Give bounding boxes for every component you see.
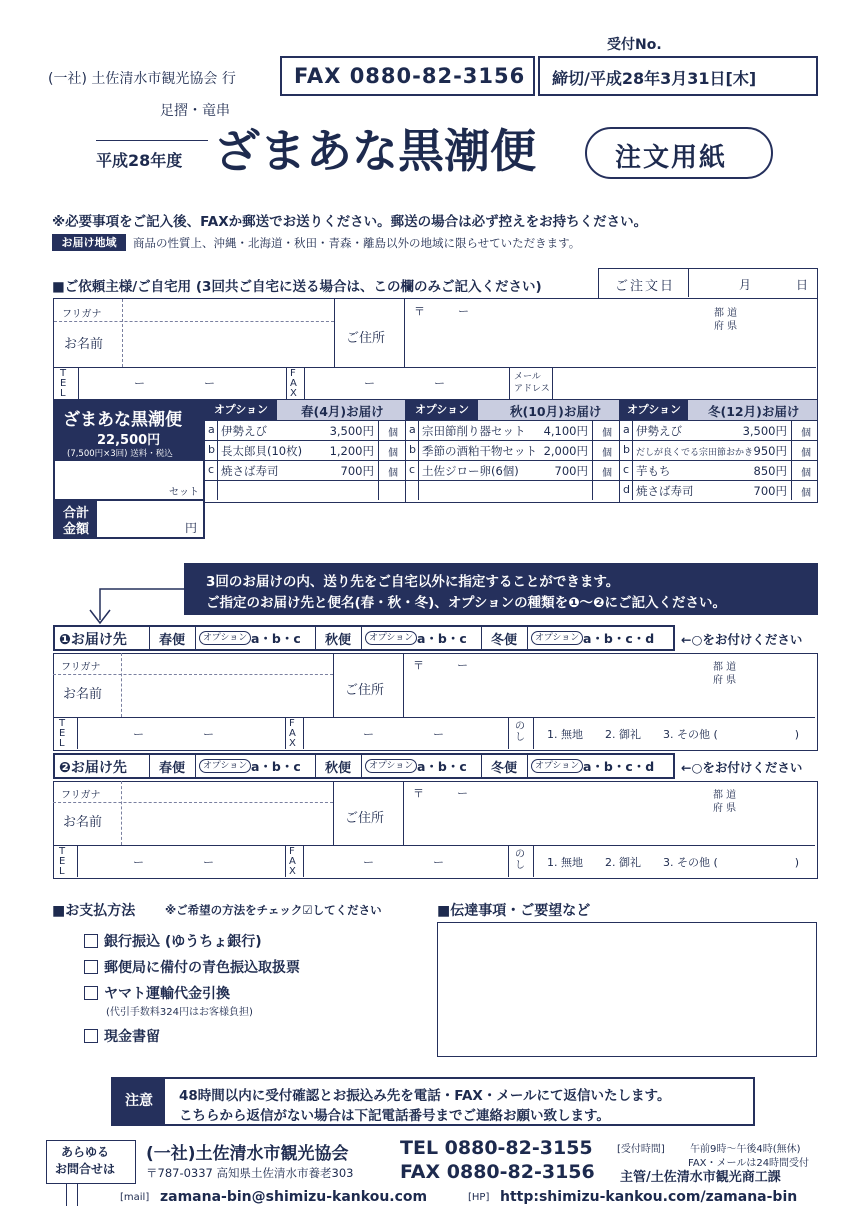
item-key: a: [623, 423, 630, 436]
item-unit: 個: [801, 428, 811, 439]
deadline-box: [538, 56, 818, 96]
season-autumn: [406, 400, 619, 502]
footer-hp-link[interactable]: http:shimizu-kankou.com/zamana-bin: [500, 1189, 798, 1205]
row-divider: [406, 440, 619, 441]
postal-mark: 〒 ー: [414, 305, 469, 318]
fax-dash-2: ー: [434, 377, 445, 390]
delivery-banner: [184, 563, 818, 615]
item-price: 3,500円: [742, 424, 787, 438]
item-price: 4,100円: [543, 424, 588, 438]
row-divider: [217, 420, 218, 440]
total-yen: 円: [184, 521, 197, 535]
autumn-option-tag: オプション: [406, 400, 478, 420]
item-unit: 個: [801, 468, 811, 479]
row-divider: [205, 480, 405, 481]
dest-divider: [361, 625, 362, 650]
item-key: c: [409, 463, 416, 476]
item-unit: 個: [388, 468, 398, 479]
item-key: d: [623, 483, 630, 496]
dest-divider: [527, 625, 528, 650]
row-divider: [632, 440, 633, 460]
divider: [285, 717, 286, 749]
tel-label: T E L: [59, 846, 66, 877]
divider: [403, 653, 404, 717]
row-divider: [632, 460, 633, 480]
row-divider: [406, 480, 619, 481]
order-month: 月: [739, 278, 752, 292]
divider: [77, 845, 78, 877]
dest-body: [53, 653, 818, 751]
dest-label: ❷お届け先: [59, 760, 127, 776]
address-label: ご住所: [345, 811, 385, 826]
fax-dash: ー: [433, 728, 444, 741]
name-input[interactable]: [123, 803, 331, 843]
season-spring-label: 春便: [159, 761, 186, 776]
furigana-label: フリガナ: [62, 309, 102, 320]
inquiry-leg: [66, 1184, 78, 1206]
noshi-options[interactable]: 1. 無地 2. 御礼 3. その他 ( ): [547, 728, 800, 741]
brand-logo: ざまあな黒潮便: [214, 124, 536, 178]
dest-divider: [481, 753, 482, 778]
message-title: ■伝達事項・ご要望など: [437, 903, 591, 919]
row-divider: [205, 420, 405, 421]
fax-dash: ー: [363, 856, 374, 869]
row-divider: [620, 460, 817, 461]
dest-divider: [195, 625, 196, 650]
item-key: a: [208, 423, 215, 436]
fax-box: [280, 56, 535, 96]
divider: [77, 717, 78, 749]
down-arrow-icon: [78, 588, 188, 628]
caution-tag: 注意: [113, 1079, 165, 1124]
total-label-1: 合計: [63, 506, 90, 521]
form-title: 注文用紙: [615, 143, 728, 173]
noshi-label: のし: [515, 721, 525, 743]
total-box[interactable]: [55, 501, 203, 537]
option-pill: オプション: [531, 631, 583, 645]
option-pill: オプション: [531, 759, 583, 773]
tel-dash: ー: [203, 856, 214, 869]
subtitle-small: 足摺・竜串: [160, 103, 230, 119]
fax-dash: ー: [433, 856, 444, 869]
caution-box: [111, 1077, 755, 1126]
tel-dash: ー: [133, 856, 144, 869]
dest-divider: [195, 753, 196, 778]
fax-label: F A X: [289, 718, 296, 749]
area-text: 商品の性質上、沖縄・北海道・秋田・青森・離島以外の地域に限らせていただきます。: [133, 236, 581, 250]
item-price: 700円: [753, 484, 787, 498]
item-price: 700円: [340, 464, 374, 478]
postal-mark: 〒 ー: [413, 787, 468, 800]
address-label: ご住所: [346, 331, 386, 346]
item-name: 伊勢えび: [221, 424, 267, 438]
payment-option-cash[interactable]: [84, 1026, 160, 1046]
row-divider: [205, 440, 405, 441]
name-label: お名前: [63, 815, 103, 830]
dest-divider: [527, 753, 528, 778]
receipt-no-label: 受付No.: [607, 37, 662, 53]
row-divider: [418, 440, 419, 460]
divider: [53, 717, 815, 718]
noshi-options[interactable]: 1. 無地 2. 御礼 3. その他 ( ): [547, 856, 800, 869]
requester-section-title: ■ご依頼主様/ご自宅用 (3回共ご自宅に送る場合は、この欄のみご記入ください): [52, 279, 542, 295]
item-key: c: [623, 463, 630, 476]
option-pill: オプション: [365, 631, 417, 645]
option-choices[interactable]: a・b・c: [417, 759, 467, 774]
fiscal-year: 平成28年度: [96, 151, 183, 170]
season-autumn-label: 秋便: [325, 761, 352, 776]
row-divider: [620, 480, 817, 481]
fax-dash: ー: [363, 728, 374, 741]
divider: [303, 717, 304, 749]
quantity-input[interactable]: [593, 460, 598, 480]
divider: [508, 845, 509, 877]
divider: [333, 653, 334, 717]
row-divider: [406, 460, 619, 461]
item-unit: 個: [602, 428, 612, 439]
option-choices[interactable]: a・b・c・d: [583, 759, 655, 774]
tel-label: T E L: [59, 718, 66, 749]
hp-label: [HP]: [468, 1192, 490, 1203]
dest-divider: [149, 625, 150, 650]
footer-mail-link[interactable]: zamana-bin@shimizu-kankou.com: [160, 1189, 428, 1205]
sponsor: 主管/土佐清水市観光商工課: [620, 1170, 781, 1185]
item-unit: 個: [388, 428, 398, 439]
quantity-input[interactable]: [792, 480, 797, 500]
year-underline: [96, 140, 208, 141]
mail-label: [mail]: [120, 1192, 150, 1203]
item-price: 700円: [554, 464, 588, 478]
fax-number: FAX 0880-82-3156: [294, 64, 526, 88]
checkbox-icon[interactable]: [84, 960, 98, 974]
payment-title: ■お支払方法: [52, 903, 136, 919]
total-label-2: 金額: [63, 522, 90, 537]
name-label: お名前: [64, 337, 104, 352]
item-key: b: [409, 443, 416, 456]
item-unit: 個: [602, 448, 612, 459]
item-name: 焼さば寿司: [221, 464, 279, 478]
tel-label: T E L: [60, 368, 67, 399]
item-key: a: [409, 423, 416, 436]
item-name: 長太郎貝(10枚): [221, 444, 303, 458]
option-choices[interactable]: a・b・c・d: [583, 631, 655, 646]
dest-divider: [149, 753, 150, 778]
fax-dash-1: ー: [364, 377, 375, 390]
postal-mark: 〒 ー: [413, 659, 468, 672]
divider: [53, 845, 815, 846]
row-divider: [378, 480, 379, 500]
delivery-banner-line1: 3回のお届けの内、送り先をご自宅以外に指定することができます。: [206, 574, 620, 590]
winter-option-tag: オプション: [620, 400, 688, 420]
divider: [121, 653, 122, 717]
row-divider: [418, 480, 419, 500]
row-divider: [632, 480, 633, 500]
option-pill: オプション: [199, 759, 251, 773]
set-label: セット: [169, 487, 199, 498]
item-price: 2,000円: [543, 444, 588, 458]
divider: [121, 781, 122, 845]
item-price: 1,200円: [329, 444, 374, 458]
caution-line1: 48時間以内に受付確認とお振込み先を電話・FAX・メールにて返信いたします。: [179, 1088, 671, 1104]
payment-option-label: 現金書留: [104, 1029, 160, 1045]
pref-label: 都 道 府 県: [713, 662, 737, 686]
tel-dash: ー: [203, 728, 214, 741]
item-name: 土佐ジロー卵(6個): [422, 464, 519, 478]
item-unit: 個: [801, 448, 811, 459]
quantity-input[interactable]: [379, 440, 384, 460]
item-price: 850円: [753, 464, 787, 478]
dest-label: ❶お届け先: [59, 632, 127, 648]
order-date-box: [598, 268, 818, 299]
tel-dash-2: ー: [204, 377, 215, 390]
circle-note: ←○をお付けください: [681, 632, 803, 647]
total-label-cell: [55, 501, 97, 537]
hours: 午前9時〜午後4時(無休): [690, 1144, 801, 1155]
divider: [533, 717, 534, 749]
cod-note: (代引手数料324円はお客様負担): [106, 1007, 253, 1018]
fax-label: F A X: [290, 368, 297, 399]
fax-label: F A X: [289, 846, 296, 877]
row-divider: [205, 460, 405, 461]
delivery-banner-line2: ご指定のお届け先と便名(春・秋・冬)、オプションの種類を❶〜❷にご記入ください。: [206, 595, 726, 611]
dest-body: [53, 781, 818, 879]
quantity-input[interactable]: [593, 420, 598, 440]
season-winter-label: 冬便: [491, 761, 518, 776]
pref-label: 都 道 府 県: [713, 790, 737, 814]
tel-dash: ー: [133, 728, 144, 741]
payment-option-label: 銀行振込 (ゆうちょ銀行): [104, 934, 262, 950]
item-key: c: [208, 463, 215, 476]
row-divider: [418, 420, 419, 440]
option-choices[interactable]: a・b・c: [251, 759, 301, 774]
hours2: FAX・メールは24時間受付: [688, 1158, 810, 1169]
deadline-text: 締切/平成28年3月31日[木]: [552, 69, 757, 88]
season-spring: [205, 400, 405, 502]
hours-label: [受付時間]: [617, 1144, 665, 1155]
item-name: 伊勢えび: [636, 424, 682, 438]
circle-note: ←○をお付けください: [681, 760, 803, 775]
set-input-box[interactable]: [55, 461, 203, 499]
season-winter: [620, 400, 817, 502]
quantity-input[interactable]: [792, 440, 797, 460]
name-label: お名前: [63, 687, 103, 702]
name-input[interactable]: [123, 675, 331, 715]
divider: [285, 845, 286, 877]
item-key: b: [623, 443, 630, 456]
item-name: だしが良くでる宗田節おかき: [636, 448, 754, 458]
footer-fax: FAX 0880-82-3156: [400, 1161, 595, 1183]
quantity-input[interactable]: [792, 460, 797, 480]
row-divider: [406, 420, 619, 421]
checkbox-icon[interactable]: [84, 986, 98, 1000]
row-divider: [632, 420, 633, 440]
divider: [333, 781, 334, 845]
product-price-note: (7,500円×3回) 送料・税込: [67, 449, 173, 459]
payment-option-bank[interactable]: [84, 931, 262, 951]
spring-title: 春(4月)お届け: [301, 404, 384, 419]
quantity-input[interactable]: [379, 420, 384, 440]
payment-option-label: 郵便局に備付の青色振込取扱票: [104, 960, 300, 976]
item-unit: 個: [388, 448, 398, 459]
option-choices[interactable]: a・b・c: [251, 631, 301, 646]
row-divider: [217, 460, 218, 480]
caution-line2: こちらから返信がない場合は下記電話番号までご連絡お願い致します。: [179, 1108, 610, 1124]
item-name: 季節の酒粕干物セット: [422, 444, 537, 458]
dest-divider: [361, 753, 362, 778]
form-title-pill: [585, 127, 773, 179]
payment-option-postal[interactable]: [84, 957, 300, 977]
winter-title: 冬(12月)お届け: [708, 404, 800, 419]
row-divider: [620, 440, 817, 441]
season-winter-label: 冬便: [491, 633, 518, 648]
inquiry-box: [46, 1140, 136, 1184]
tel-dash-1: ー: [134, 377, 145, 390]
checkbox-icon[interactable]: [84, 934, 98, 948]
mail-label: メール アドレス: [514, 372, 550, 394]
option-pill: オプション: [199, 631, 251, 645]
option-choices[interactable]: a・b・c: [417, 631, 467, 646]
item-name: 宗田節削り器セット: [422, 424, 526, 438]
address-label: ご住所: [345, 683, 385, 698]
dest-divider: [315, 625, 316, 650]
divider: [508, 717, 509, 749]
area-tag: お届け地域: [52, 234, 126, 251]
autumn-title: 秋(10月)お届け: [510, 404, 602, 419]
notice-line: ※必要事項をご記入後、FAXか郵送でお送りください。郵送の場合は必ず控えをお持ちください。: [52, 214, 648, 230]
furigana-label: フリガナ: [61, 662, 101, 673]
payment-note: ※ご希望の方法をチェック☑してください: [165, 903, 382, 917]
furigana-label: フリガナ: [61, 790, 101, 801]
message-box[interactable]: [437, 922, 817, 1057]
noshi-label: のし: [515, 849, 525, 871]
pref-label: 都 道 府 県: [714, 308, 738, 332]
item-key: b: [208, 443, 215, 456]
option-pill: オプション: [365, 759, 417, 773]
payment-option-cod[interactable]: [84, 983, 230, 1003]
item-unit: 個: [602, 468, 612, 479]
product-name: ざまあな黒潮便: [63, 410, 182, 430]
row-divider: [217, 440, 218, 460]
season-autumn-label: 秋便: [325, 633, 352, 648]
requester-form: [53, 298, 818, 400]
quantity-input[interactable]: [593, 440, 598, 460]
destination-1: [53, 625, 818, 752]
season-spring-label: 春便: [159, 633, 186, 648]
destination-2: [53, 753, 818, 880]
recipient-org: (一社) 土佐清水市観光協会 行: [48, 71, 236, 87]
inquiry-label: あらゆる お問合せは: [55, 1145, 116, 1176]
divider: [533, 845, 534, 877]
item-name: 焼さば寿司: [636, 484, 694, 498]
checkbox-icon[interactable]: [84, 1029, 98, 1043]
order-day: 日: [796, 278, 809, 292]
dest-divider: [315, 753, 316, 778]
footer-org: (一社)土佐清水市観光協会: [146, 1144, 349, 1164]
divider: [403, 781, 404, 845]
row-divider: [418, 460, 419, 480]
quantity-input[interactable]: [792, 420, 797, 440]
divider: [303, 845, 304, 877]
order-date-label: ご注文日: [615, 279, 676, 294]
footer-address: 〒787-0337 高知県土佐清水市養老303: [146, 1166, 354, 1180]
row-divider: [592, 480, 593, 500]
item-name: 芋もち: [636, 464, 671, 478]
item-price: 3,500円: [329, 424, 374, 438]
row-divider: [620, 420, 817, 421]
quantity-input[interactable]: [379, 460, 384, 480]
footer-tel: TEL 0880-82-3155: [400, 1137, 593, 1159]
item-unit: 個: [801, 488, 811, 499]
dest-divider: [481, 625, 482, 650]
spring-option-tag: オプション: [205, 400, 277, 420]
product-price: 22,500円: [97, 433, 161, 448]
payment-option-label: ヤマト運輸代金引換: [104, 986, 230, 1002]
row-divider: [217, 480, 218, 500]
item-price: 950円: [753, 444, 787, 458]
